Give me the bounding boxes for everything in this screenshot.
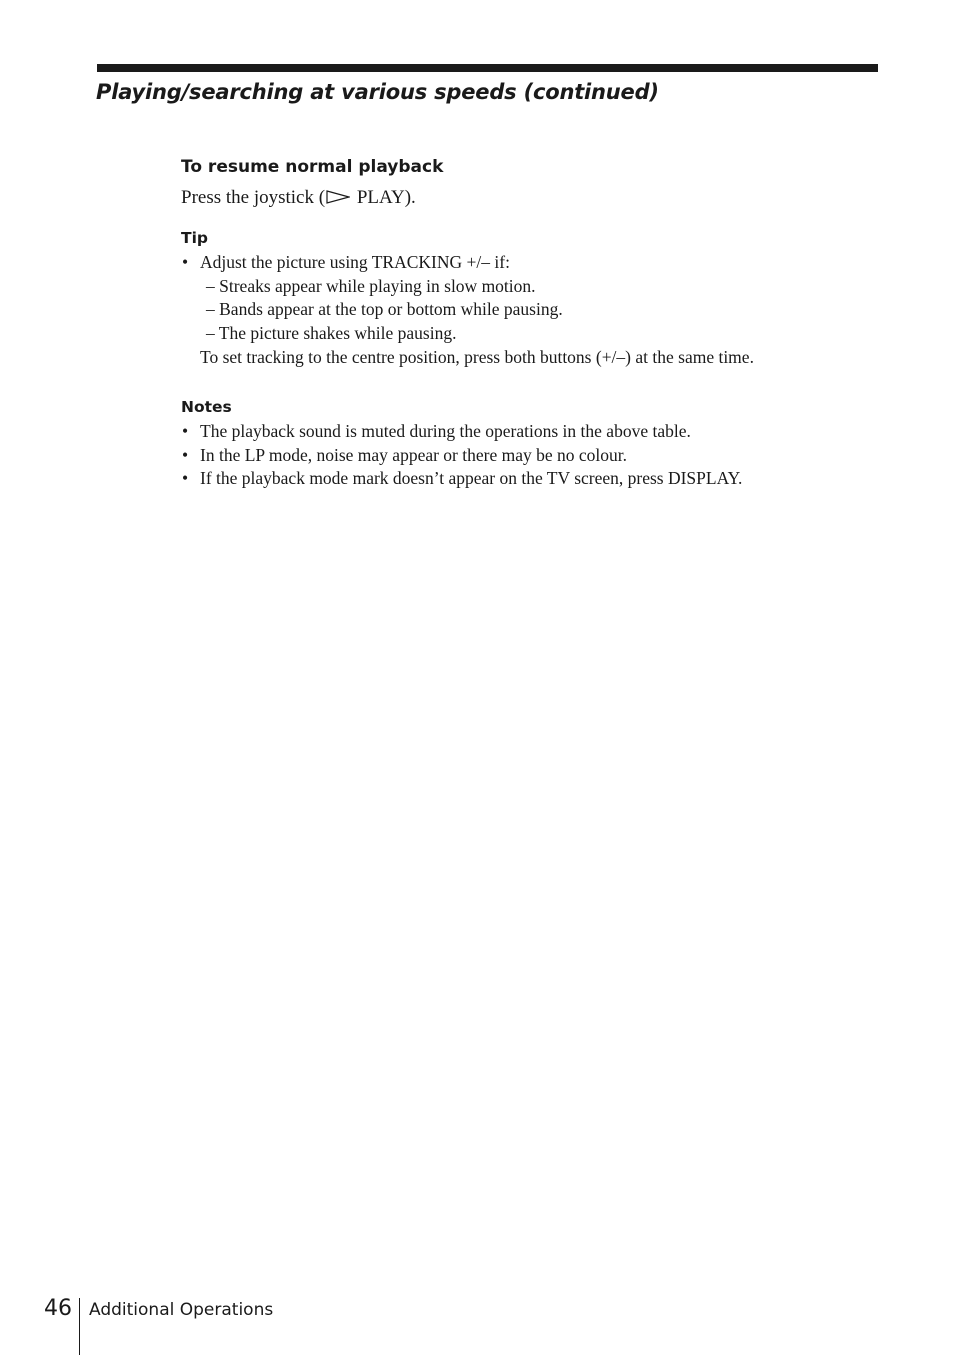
tip-bullet: • [182,252,189,272]
page-title: Playing/searching at various speeds (continued) [96,80,659,104]
footer-section-name: Additional Operations [89,1300,274,1320]
section-heading-resume: To resume normal playback [181,157,444,177]
resume-text-before: Press the joystick ( [181,187,326,208]
footer-divider [79,1298,80,1355]
header-rule [97,64,878,72]
resume-instruction [181,187,416,209]
notes-label: Notes [181,398,232,416]
tip-item: Adjust the picture using TRACKING +/– if: [200,252,510,272]
notes-bullet: • [182,468,189,488]
notes-bullet: • [182,421,189,441]
notes-item: The playback sound is muted during the operations in the above table. [200,421,691,441]
play-triangle-icon [326,190,350,204]
tip-label: Tip [181,229,208,247]
notes-item: If the playback mode mark doesn’t appear on the TV screen, press DISPLAY. [200,468,743,488]
tip-followup: To set tracking to the centre position, press both buttons (+/–) at the same time. [200,347,754,367]
tip-subitem: – Bands appear at the top or bottom while pausing. [206,299,563,319]
tip-subitem: – The picture shakes while pausing. [206,323,457,343]
resume-text-after: PLAY). [352,187,416,208]
page-number: 46 [44,1296,72,1321]
tip-subitem: – Streaks appear while playing in slow motion. [206,276,536,296]
notes-bullet: • [182,445,189,465]
notes-item: In the LP mode, noise may appear or there may be no colour. [200,445,627,465]
